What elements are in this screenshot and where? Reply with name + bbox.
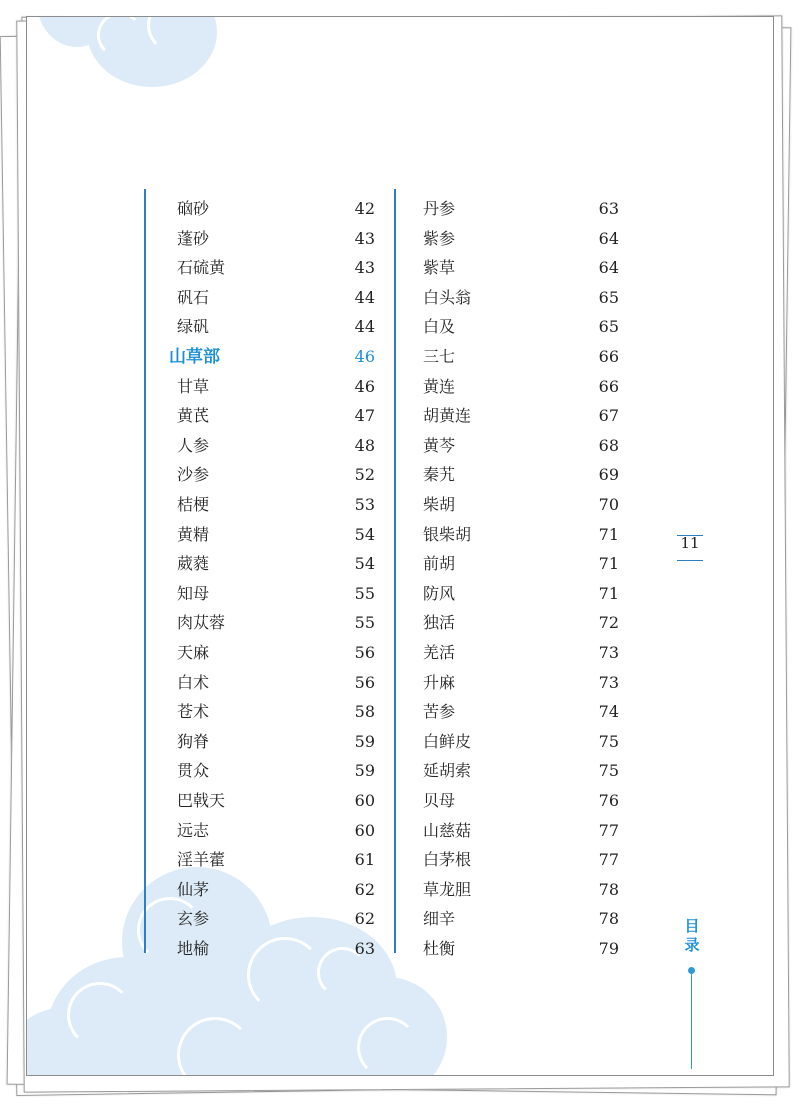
- toc-entry-title: 紫草: [423, 258, 456, 278]
- toc-entry[interactable]: [167, 732, 387, 762]
- toc-entry[interactable]: [167, 643, 387, 673]
- toc-entry-title: 升麻: [423, 672, 456, 692]
- toc-entry-page: 79: [598, 939, 619, 958]
- toc-entry-page: 52: [354, 465, 375, 485]
- toc-entry-title: 延胡索: [423, 761, 472, 781]
- toc-entry-title: 紫参: [423, 228, 456, 248]
- toc-entry[interactable]: [421, 584, 627, 614]
- toc-entry-title: 山慈菇: [423, 820, 472, 840]
- side-label-line: [691, 974, 692, 1069]
- toc-entry[interactable]: [421, 791, 627, 821]
- toc-entry[interactable]: [421, 702, 627, 732]
- toc-entry-title: 白茅根: [423, 850, 472, 870]
- toc-entry-title: 银柴胡: [423, 524, 472, 544]
- toc-entry-title: 白头翁: [423, 287, 472, 307]
- toc-entry-page: 78: [598, 909, 619, 929]
- toc-entry-page: 70: [598, 495, 619, 514]
- toc-entry[interactable]: [167, 436, 387, 466]
- toc-entry-title: 地榆: [177, 939, 210, 958]
- toc-entry-title: 淫羊藿: [177, 850, 226, 870]
- toc-entry-page: 78: [598, 879, 619, 899]
- toc-entry-page: 68: [598, 435, 619, 455]
- toc-page: [26, 16, 774, 1076]
- toc-entry-page: 46: [354, 376, 375, 396]
- toc-entry-title: 玄参: [177, 909, 210, 929]
- toc-entry-title: 黄精: [177, 524, 210, 544]
- toc-entry[interactable]: [421, 229, 627, 259]
- toc-section-heading[interactable]: [167, 347, 387, 377]
- toc-entry-page: 77: [598, 820, 619, 840]
- toc-entry-title: 葳蕤: [177, 554, 210, 574]
- toc-entry[interactable]: [421, 732, 627, 762]
- toc-entry-page: 56: [354, 672, 375, 692]
- toc-entry[interactable]: [421, 880, 627, 910]
- toc-entry-page: 65: [598, 317, 619, 337]
- toc-entry-page: 46: [354, 347, 375, 366]
- toc-entry[interactable]: [421, 317, 627, 347]
- toc-entry-page: 62: [354, 909, 375, 929]
- toc-entry[interactable]: [421, 525, 627, 555]
- toc-entry-title: 白术: [177, 672, 210, 692]
- toc-entry-page: 72: [598, 613, 619, 633]
- toc-entry[interactable]: [421, 643, 627, 673]
- toc-entry[interactable]: [421, 821, 627, 851]
- toc-entry-page: 56: [354, 643, 375, 662]
- toc-entry-page: 58: [354, 702, 375, 722]
- toc-entry-page: 64: [598, 258, 619, 278]
- toc-entry-title: 天麻: [177, 643, 210, 662]
- toc-entry[interactable]: [167, 791, 387, 821]
- toc-entry-title: 苍术: [177, 702, 210, 722]
- toc-entry-page: 75: [598, 761, 619, 781]
- toc-entry-title: 胡黄连: [423, 406, 472, 426]
- toc-entry[interactable]: [421, 939, 627, 969]
- toc-entry[interactable]: [421, 288, 627, 318]
- left-column-rule: [144, 189, 146, 953]
- toc-entry-page: 71: [598, 583, 619, 603]
- toc-entry-page: 54: [354, 554, 375, 574]
- toc-entry-title: 硇砂: [177, 199, 210, 218]
- toc-entry-page: 60: [354, 791, 375, 810]
- toc-entry-title: 肉苁蓉: [177, 613, 226, 633]
- toc-entry[interactable]: [167, 909, 387, 939]
- toc-entry-title: 黄连: [423, 376, 456, 396]
- toc-entry-page: 59: [354, 731, 375, 751]
- toc-entry[interactable]: [421, 673, 627, 703]
- toc-entry[interactable]: [421, 909, 627, 939]
- toc-entry[interactable]: [421, 850, 627, 880]
- toc-entry-title: 知母: [177, 583, 210, 603]
- toc-entry-page: 67: [598, 406, 619, 426]
- toc-entry[interactable]: [167, 702, 387, 732]
- toc-entry-page: 47: [354, 406, 375, 426]
- toc-entry[interactable]: [167, 377, 387, 407]
- toc-entry-page: 48: [354, 435, 375, 455]
- toc-entry-title: 人参: [177, 435, 210, 455]
- toc-entry-page: 42: [354, 199, 375, 218]
- toc-entry-page: 55: [354, 583, 375, 603]
- toc-entry[interactable]: [167, 258, 387, 288]
- toc-entry-title: 白鲜皮: [423, 731, 472, 751]
- toc-entry[interactable]: [167, 525, 387, 555]
- toc-entry-page: 44: [354, 287, 375, 307]
- toc-entry-title: 沙参: [177, 465, 210, 485]
- toc-entry-title: 绿矾: [177, 317, 210, 337]
- toc-entry[interactable]: [421, 554, 627, 584]
- toc-entry-title: 矾石: [177, 287, 210, 307]
- toc-entry-page: 75: [598, 731, 619, 751]
- toc-entry-page: 74: [598, 702, 619, 722]
- toc-entry-title: 贯众: [177, 761, 210, 781]
- toc-entry-title: 桔梗: [177, 495, 210, 514]
- toc-entry[interactable]: [421, 465, 627, 495]
- toc-entry[interactable]: [167, 880, 387, 910]
- toc-entry-title: 巴戟天: [177, 791, 226, 810]
- toc-entry-title: 白及: [423, 317, 456, 337]
- toc-entry-page: 60: [354, 820, 375, 840]
- toc-entry[interactable]: [167, 850, 387, 880]
- toc-entry[interactable]: [421, 406, 627, 436]
- toc-entry[interactable]: [421, 761, 627, 791]
- toc-entry[interactable]: [421, 436, 627, 466]
- toc-entry-title: 前胡: [423, 554, 456, 574]
- toc-entry-page: 55: [354, 613, 375, 633]
- toc-entry-title: 防风: [423, 583, 456, 603]
- toc-entry-title: 山草部: [169, 347, 220, 367]
- toc-entry-page: 71: [598, 524, 619, 544]
- toc-entry[interactable]: [167, 317, 387, 347]
- toc-entry-title: 秦艽: [423, 465, 456, 485]
- toc-entry-title: 黄芪: [177, 406, 210, 426]
- toc-entry[interactable]: [167, 673, 387, 703]
- page-number: 11: [680, 534, 700, 552]
- toc-entry-page: 63: [354, 939, 375, 958]
- toc-entry[interactable]: [421, 199, 627, 229]
- toc-entry[interactable]: [421, 347, 627, 377]
- toc-entry[interactable]: [421, 495, 627, 525]
- toc-entry[interactable]: [167, 821, 387, 851]
- toc-entry[interactable]: [167, 554, 387, 584]
- toc-entry-title: 远志: [177, 820, 210, 840]
- toc-entry-page: 66: [598, 376, 619, 396]
- side-label-dot: [688, 967, 695, 974]
- toc-entry[interactable]: [167, 584, 387, 614]
- toc-entry-page: 61: [354, 850, 375, 870]
- toc-entry-page: 65: [598, 287, 619, 307]
- right-column-rule: [394, 189, 396, 953]
- toc-entry-page: 69: [598, 465, 619, 485]
- toc-entry-title: 草龙胆: [423, 879, 472, 899]
- toc-entry-title: 石硫黄: [177, 258, 226, 278]
- toc-entry-title: 甘草: [177, 376, 210, 396]
- toc-entry-page: 73: [598, 672, 619, 692]
- toc-entry-page: 44: [354, 317, 375, 337]
- toc-entry-page: 63: [598, 199, 619, 218]
- toc-entry-title: 柴胡: [423, 495, 456, 514]
- page-number-rule-bottom: [677, 560, 703, 561]
- toc-entry[interactable]: [167, 199, 387, 229]
- toc-entry[interactable]: [421, 613, 627, 643]
- toc-entry-title: 仙茅: [177, 879, 210, 899]
- toc-entry-page: 59: [354, 761, 375, 781]
- toc-entry-page: 64: [598, 228, 619, 248]
- toc-entry-title: 丹参: [423, 199, 456, 218]
- toc-entry[interactable]: [421, 377, 627, 407]
- toc-entry-title: 杜衡: [423, 939, 456, 958]
- toc-entry[interactable]: [167, 288, 387, 318]
- toc-entry[interactable]: [167, 229, 387, 259]
- toc-entry[interactable]: [167, 406, 387, 436]
- toc-entry[interactable]: [167, 761, 387, 791]
- toc-entry-page: 76: [598, 791, 619, 810]
- toc-entry-title: 三七: [423, 347, 456, 366]
- toc-entry-title: 黄芩: [423, 435, 456, 455]
- toc-entry-page: 62: [354, 879, 375, 899]
- toc-entry[interactable]: [421, 258, 627, 288]
- toc-entry-title: 独活: [423, 613, 456, 633]
- toc-entry-page: 73: [598, 643, 619, 662]
- section-side-label: 目录: [684, 917, 700, 954]
- toc-entry-page: 66: [598, 347, 619, 366]
- toc-entry[interactable]: [167, 613, 387, 643]
- toc-entry-page: 54: [354, 524, 375, 544]
- toc-entry-page: 53: [354, 495, 375, 514]
- toc-entry-title: 苦参: [423, 702, 456, 722]
- toc-entry[interactable]: [167, 495, 387, 525]
- toc-entry-page: 43: [354, 228, 375, 248]
- toc-entry-title: 狗脊: [177, 731, 210, 751]
- toc-entry[interactable]: [167, 465, 387, 495]
- toc-entry-title: 细辛: [423, 909, 456, 929]
- toc-entry-page: 71: [598, 554, 619, 574]
- toc-entry-title: 贝母: [423, 791, 456, 810]
- toc-entry-title: 羌活: [423, 643, 456, 662]
- toc-entry-page: 77: [598, 850, 619, 870]
- toc-entry-title: 蓬砂: [177, 228, 210, 248]
- toc-entry-page: 43: [354, 258, 375, 278]
- toc-entry[interactable]: [167, 939, 387, 969]
